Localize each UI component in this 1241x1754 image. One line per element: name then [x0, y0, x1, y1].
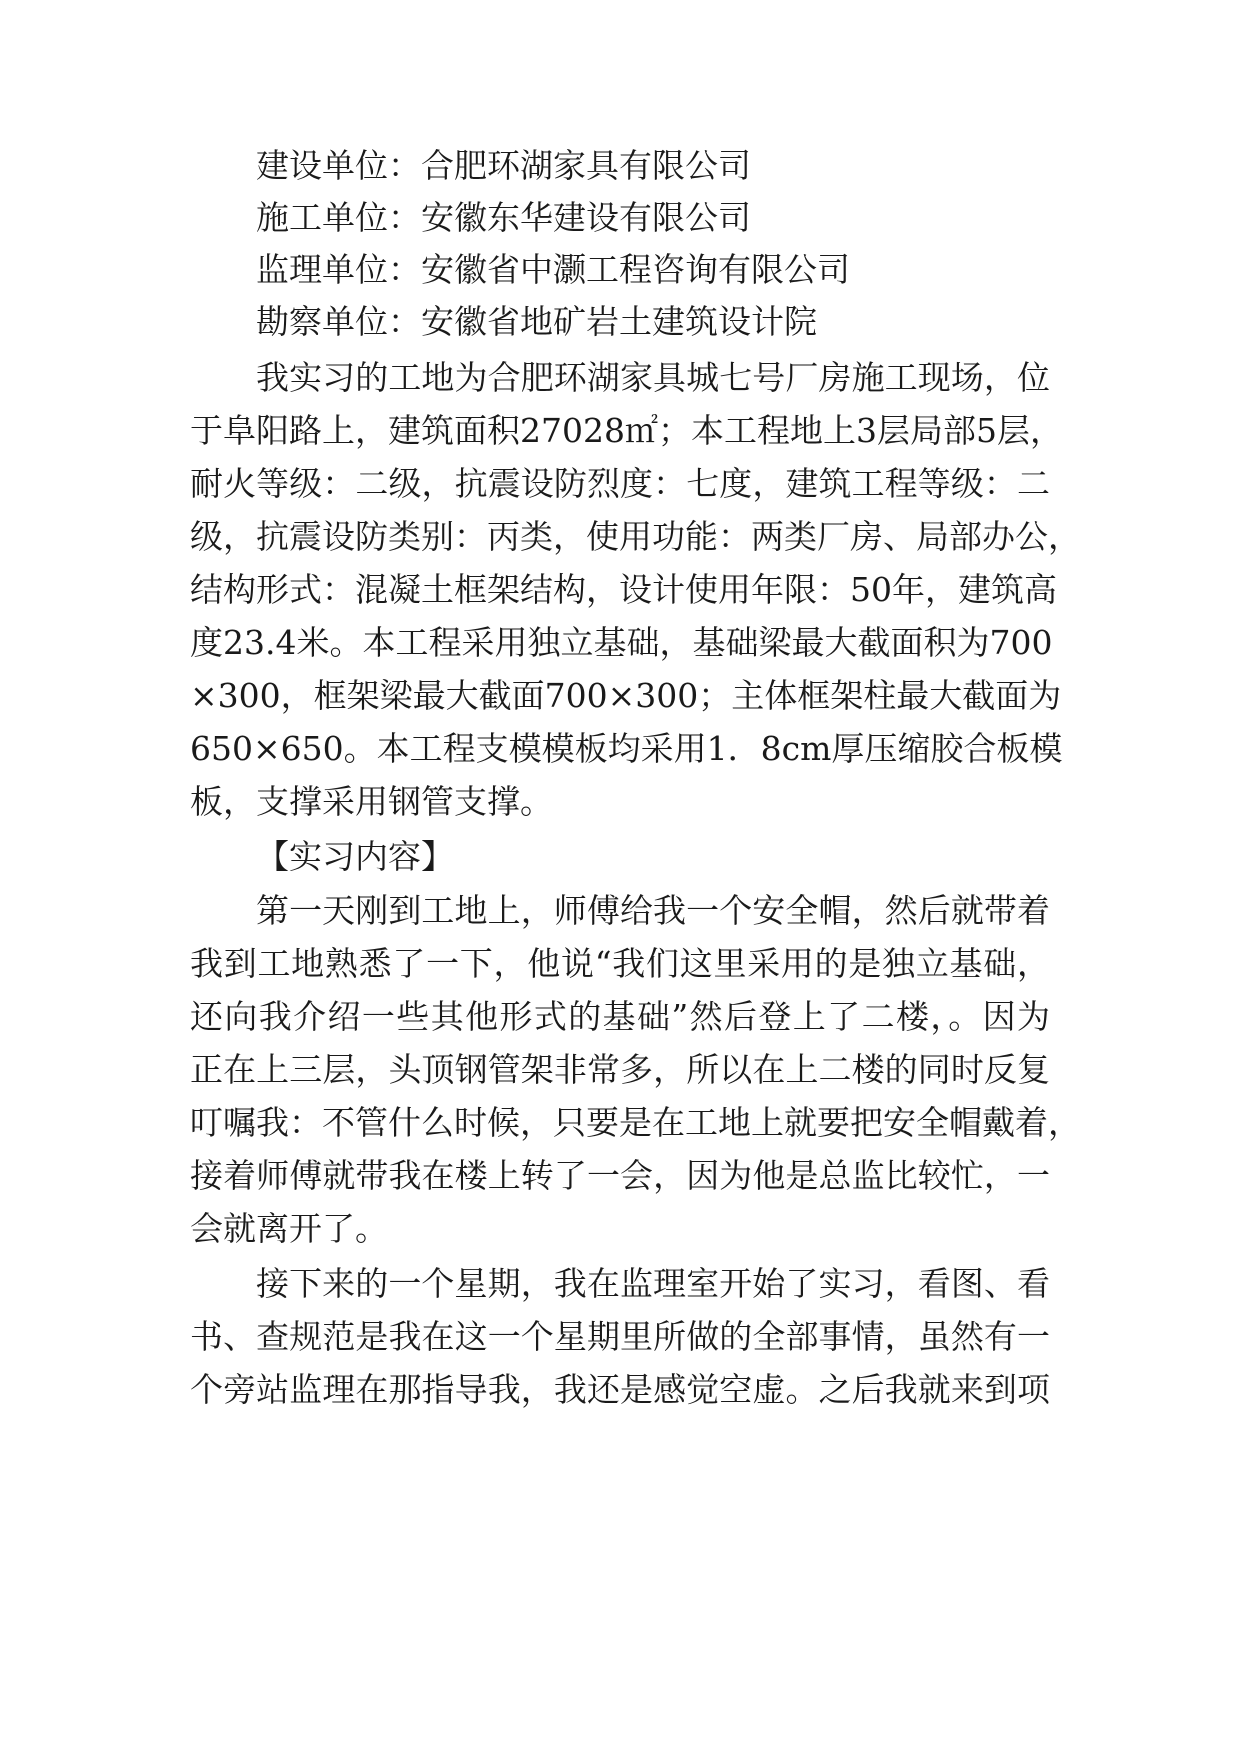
paragraph-line: 耐火等级：二级，抗震设防烈度：七度，建筑工程等级：二: [190, 464, 1050, 503]
paragraph-line: ×300，框架梁最大截面700×300；主体框架柱最大截面为: [190, 676, 1062, 715]
builder-unit-line: 施工单位：安徽东华建设有限公司: [256, 198, 751, 237]
paragraph-line: 650×650。本工程支模模板均采用1．8cm厚压缩胶合板模: [190, 729, 1063, 768]
paragraph-line: 级，抗震设防类别：丙类，使用功能：两类厂房、局部办公，: [190, 517, 1081, 556]
paragraph-line: 结构形式：混凝土框架结构，设计使用年限：50年，建筑高: [190, 570, 1057, 609]
supervision-unit-line: 监理单位：安徽省中灏工程咨询有限公司: [256, 250, 850, 289]
paragraph-line: 接下来的一个星期，我在监理室开始了实习，看图、看: [256, 1264, 1050, 1303]
survey-unit-line: 勘察单位：安徽省地矿岩土建筑设计院: [256, 302, 817, 341]
paragraph-line: 板，支撑采用钢管支撑。: [190, 782, 553, 821]
paragraph-line: 个旁站监理在那指导我，我还是感觉空虚。之后我就来到项: [190, 1370, 1050, 1409]
paragraph-line: 于阜阳路上，建筑面积27028㎡；本工程地上3层局部5层，: [190, 411, 1063, 450]
paragraph-line: 会就离开了。: [190, 1209, 388, 1248]
section-heading: 【实习内容】: [256, 837, 454, 876]
paragraph-line: 还向我介绍一些其他形式的基础”然后登上了二楼，。因为: [190, 997, 1050, 1036]
paragraph-line: 我实习的工地为合肥环湖家具城七号厂房施工现场，位: [256, 358, 1050, 397]
paragraph-line: 度23.4米。本工程采用独立基础，基础梁最大截面积为700: [190, 623, 1053, 662]
paragraph-line: 我到工地熟悉了一下，他说“我们这里采用的是独立基础，: [190, 944, 1050, 983]
paragraph-line: 正在上三层，头顶钢管架非常多，所以在上二楼的同时反复: [190, 1050, 1050, 1089]
paragraph-line: 第一天刚到工地上，师傅给我一个安全帽，然后就带着: [256, 891, 1050, 930]
paragraph-line: 接着师傅就带我在楼上转了一会，因为他是总监比较忙，一: [190, 1156, 1050, 1195]
paragraph-line: 叮嘱我：不管什么时候，只要是在工地上就要把安全帽戴着，: [190, 1103, 1081, 1142]
construction-unit-line: 建设单位：合肥环湖家具有限公司: [256, 146, 751, 185]
paragraph-line: 书、查规范是我在这一个星期里所做的全部事情，虽然有一: [190, 1317, 1050, 1356]
